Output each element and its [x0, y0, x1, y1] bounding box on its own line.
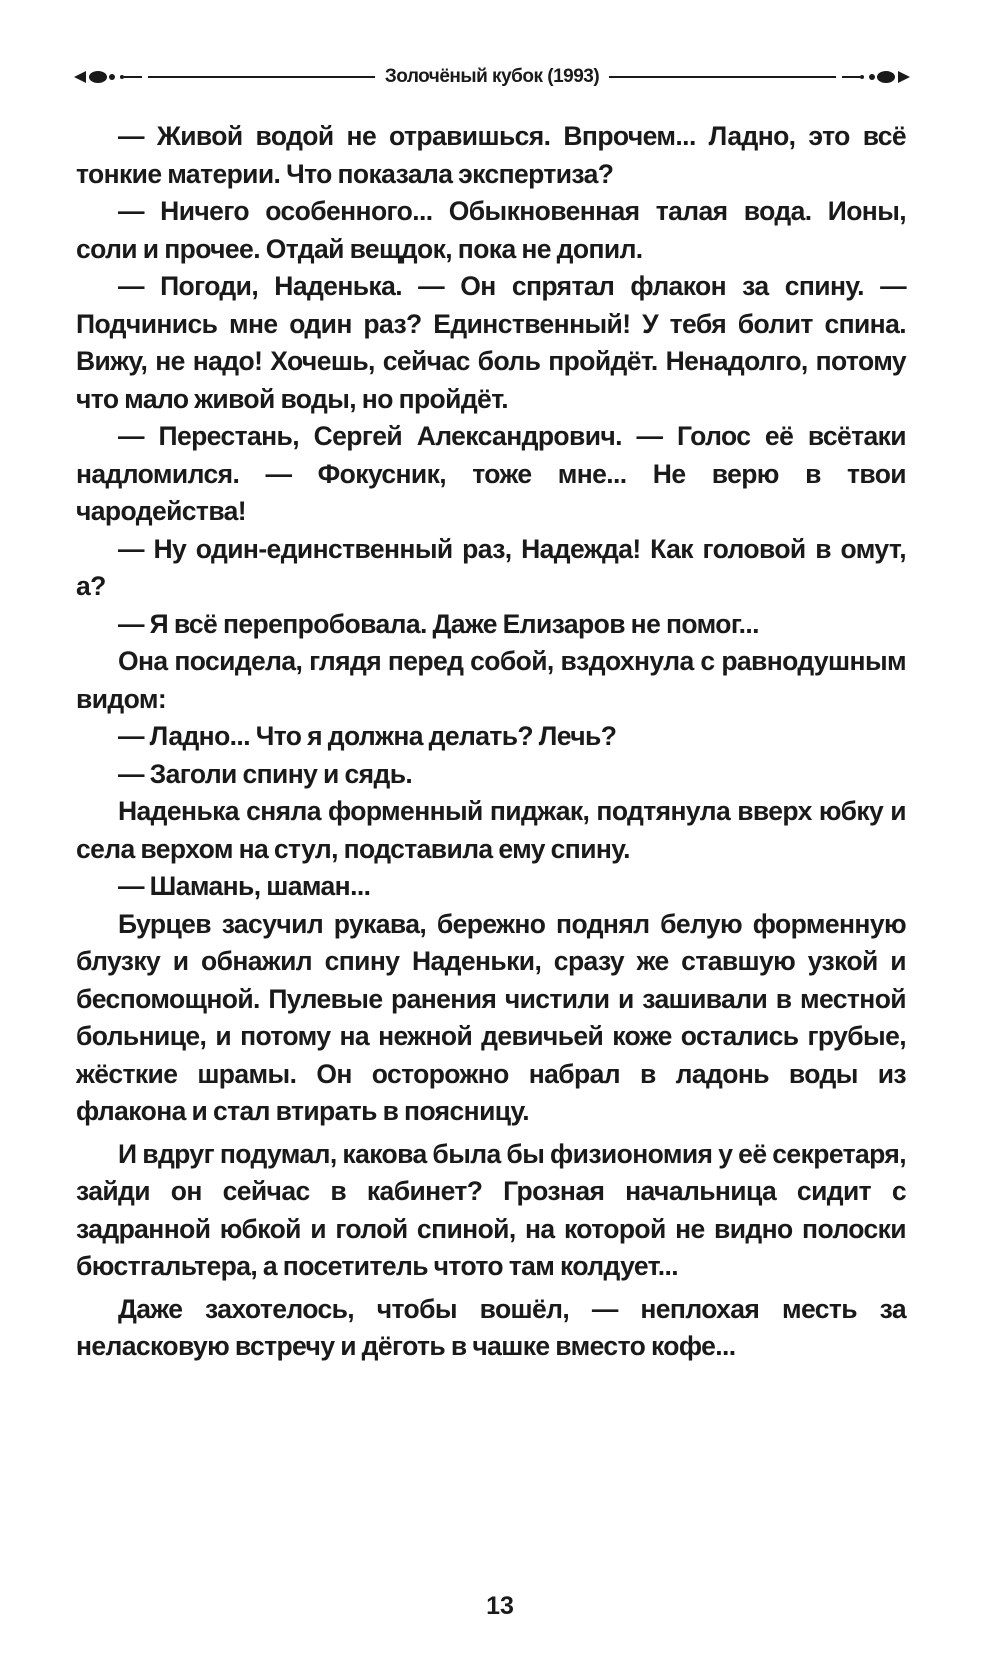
- paragraph: — Погоди, Наденька. — Он спрятал флакон за спину. — Подчинись мне один раз? Единственный! У тебя болит спина. Вижу, не надо! Хочешь, сейчас боль пройдёт. Ненадолго, потому что мало живой воды, но пройдёт.: [76, 271, 906, 414]
- paragraph: — Ладно... Что я должна делать? Лечь?: [118, 721, 617, 751]
- paragraph: И вдруг подумал, какова была бы физиономия у её секретаря, зайди он сейчас в кабинет? Грозная начальница сидит с задранной юбкой и голой спиной, на которой не видно полоски бюстгальтера, а посетитель чтото там колдует...: [76, 1138, 906, 1281]
- page-number: 13: [486, 1592, 514, 1620]
- paragraph: Даже захотелось, чтобы вошёл, — неплохая месть за неласковую встречу и дёготь в чашке вместо кофе...: [76, 1293, 906, 1361]
- paragraph: — Шамань, шаман...: [118, 871, 371, 901]
- paragraph: — Ничего особенного... Обыкновенная талая вода. Ионы, соли и прочее. Отдай вещдок, пока не допил.: [76, 196, 906, 264]
- right-rule: [609, 76, 836, 78]
- left-rule: [148, 76, 375, 78]
- left-ornament-icon: [72, 66, 142, 88]
- running-head: [72, 62, 912, 92]
- body-text: [76, 118, 906, 1366]
- paragraph: — Я всё перепробовала. Даже Елизаров не помог...: [118, 608, 759, 639]
- paragraph: — Живой водой не отравишься. Впрочем... Ладно, это всё тонкие материи. Что показала экспертиза?: [76, 121, 906, 189]
- paragraph: — Ну один-единственный раз, Надежда! Как головой в омут, а?: [76, 533, 906, 601]
- paragraph: Наденька сняла форменный пиджак, подтянула вверх юбку и села верхом на стул, подставила ему спину.: [76, 796, 906, 864]
- paragraph: — Заголи спину и сядь.: [118, 758, 413, 789]
- running-head-title: Золочёный кубок (1993): [384, 66, 600, 87]
- right-ornament-icon: [842, 66, 912, 88]
- paragraph: Она посидела, глядя перед собой, вздохнула с равнодушным видом:: [76, 646, 906, 714]
- paragraph: Бурцев засучил рукава, бережно поднял белую форменную блузку и обнажил спину Наденьки, сразу же ставшую узкой и беспомощной. Пулевые ранения чистили и зашивали в местной больнице, и потому на нежной девичьей коже остались грубые, жёсткие шрамы. Он осторожно набрал в ладонь воды из флакона и стал втирать в поясницу.: [76, 908, 906, 1126]
- paragraph: — Перестань, Сергей Александрович. — Голос её всётаки надломился. — Фокусник, тоже мне... Не верю в твои чародейства!: [76, 421, 906, 526]
